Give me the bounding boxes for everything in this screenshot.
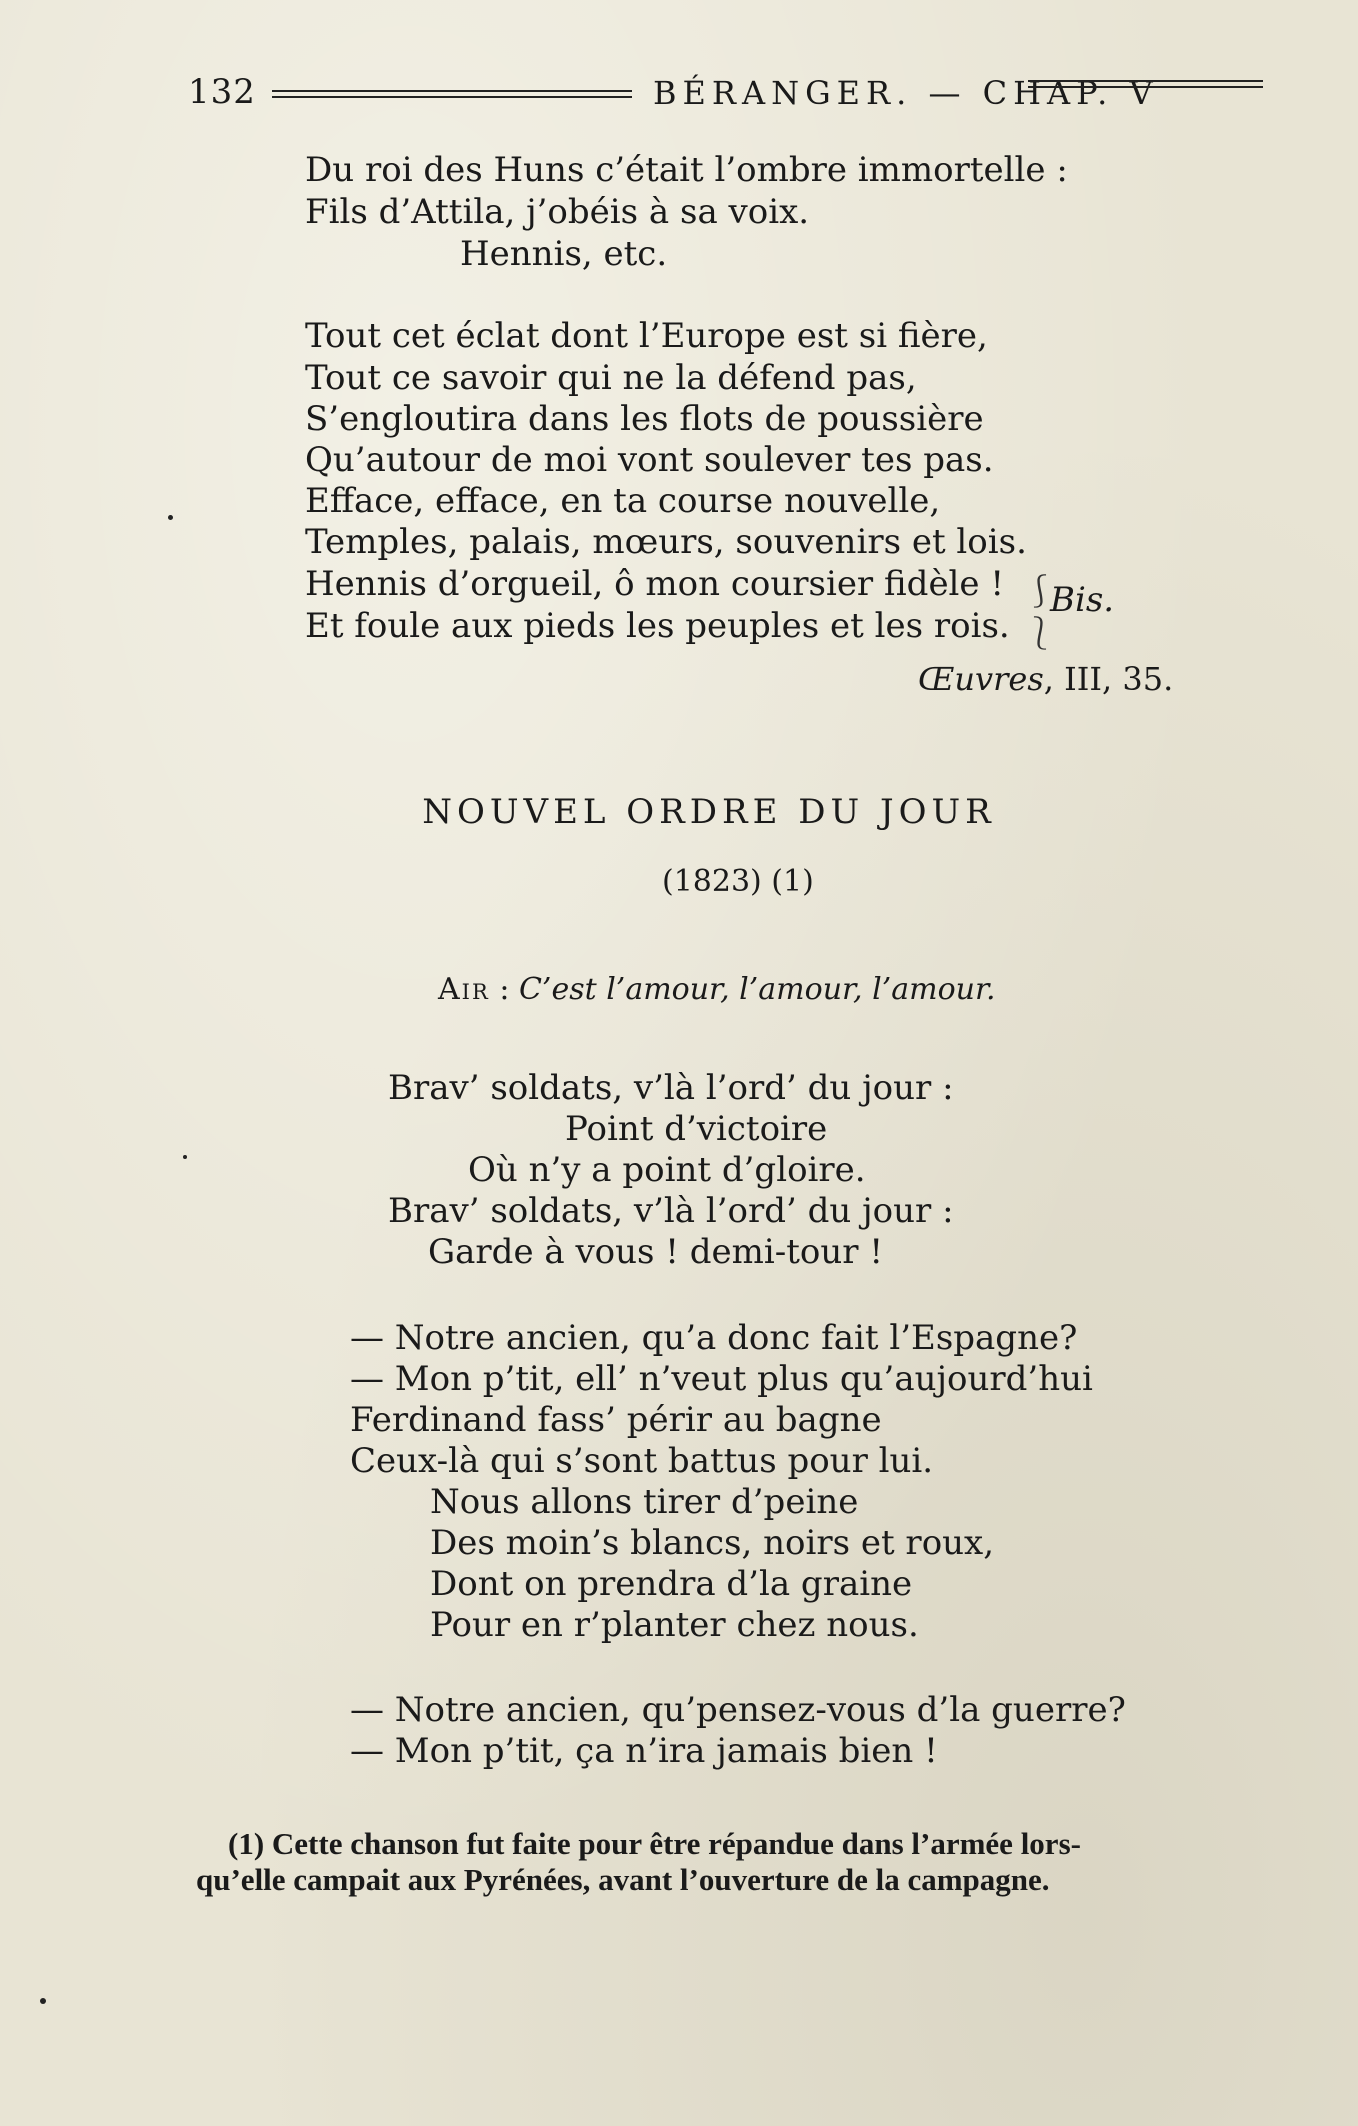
air-label: Air bbox=[438, 972, 490, 1007]
poem-refrain: Hennis, etc. bbox=[460, 234, 668, 274]
chorus-line: Brav’ soldats, v’là l’ord’ du jour : bbox=[388, 1191, 954, 1231]
song-year: (1823) (1) bbox=[662, 864, 814, 899]
source-reference bbox=[918, 660, 1173, 698]
song-title: NOUVEL ORDRE DU JOUR bbox=[422, 792, 996, 832]
verse-line: Pour en r’planter chez nous. bbox=[430, 1605, 919, 1645]
source-title: Œuvres bbox=[918, 660, 1044, 698]
paper-speck bbox=[168, 515, 173, 520]
chorus-line: Point d’victoire bbox=[565, 1109, 828, 1149]
verse-line: Nous allons tirer d’peine bbox=[430, 1482, 859, 1522]
running-head: BÉRANGER. — CHAP. V bbox=[653, 74, 1159, 112]
page-number: 132 bbox=[188, 72, 256, 112]
paper-speck bbox=[183, 1155, 187, 1159]
air-tune: C’est l’amour, l’amour, l’amour. bbox=[518, 972, 996, 1007]
footnote-line: qu’elle campait aux Pyrénées, avant l’ouverture de la campagne. bbox=[196, 1862, 1050, 1897]
verse-line: Ceux-là qui s’sont battus pour lui. bbox=[350, 1441, 934, 1481]
poem-line: Qu’autour de moi vont soulever tes pas. bbox=[305, 440, 994, 480]
verse-line: — Mon p’tit, ell’ n’veut plus qu’aujourd’hui bbox=[350, 1359, 1093, 1399]
poem-line: Efface, efface, en ta course nouvelle, bbox=[305, 481, 941, 521]
verse-line: — Notre ancien, qu’a donc fait l’Espagne? bbox=[350, 1318, 1078, 1358]
footnote-line: (1) Cette chanson fut faite pour être répandue dans l’armée lors- bbox=[228, 1826, 1081, 1861]
bis-mark: Bis. bbox=[1050, 580, 1115, 620]
poem-line: Et foule aux pieds les peuples et les rois. bbox=[305, 606, 1010, 646]
verse-line: — Mon p’tit, ça n’ira jamais bien ! bbox=[350, 1731, 938, 1771]
bis-brace-top: ⎰ bbox=[1024, 572, 1057, 610]
poem-line: Du roi des Huns c’était l’ombre immortelle : bbox=[305, 150, 1068, 190]
header-rule-right bbox=[1028, 80, 1263, 88]
poem-line: Fils d’Attila, j’obéis à sa voix. bbox=[305, 192, 810, 232]
header-rule-left bbox=[272, 90, 632, 98]
poem-line: Tout cet éclat dont l’Europe est si fière, bbox=[305, 316, 988, 356]
source-ref: , III, 35. bbox=[1043, 660, 1174, 698]
bis-brace-bottom: ⎱ bbox=[1024, 614, 1057, 652]
running-header bbox=[188, 72, 1263, 122]
chorus-line: Garde à vous ! demi-tour ! bbox=[428, 1232, 883, 1272]
verse-line: Des moin’s blancs, noirs et roux, bbox=[430, 1523, 995, 1563]
poem-line: S’engloutira dans les flots de poussière bbox=[305, 399, 984, 439]
paper-speck bbox=[40, 1998, 46, 2004]
poem-line: Hennis d’orgueil, ô mon coursier fidèle ! bbox=[305, 564, 1005, 604]
verse-line: Ferdinand fass’ périr au bagne bbox=[350, 1400, 882, 1440]
poem-line: Temples, palais, mœurs, souvenirs et lois. bbox=[305, 522, 1027, 562]
verse-line: Dont on prendra d’la graine bbox=[430, 1564, 913, 1604]
air-line bbox=[438, 972, 996, 1007]
chorus-line: Où n’y a point d’gloire. bbox=[468, 1150, 866, 1190]
poem-line: Tout ce savoir qui ne la défend pas, bbox=[305, 358, 917, 398]
air-separator: : bbox=[489, 972, 519, 1007]
chorus-line: Brav’ soldats, v’là l’ord’ du jour : bbox=[388, 1068, 954, 1108]
verse-line: — Notre ancien, qu’pensez-vous d’la guerre? bbox=[350, 1690, 1126, 1730]
